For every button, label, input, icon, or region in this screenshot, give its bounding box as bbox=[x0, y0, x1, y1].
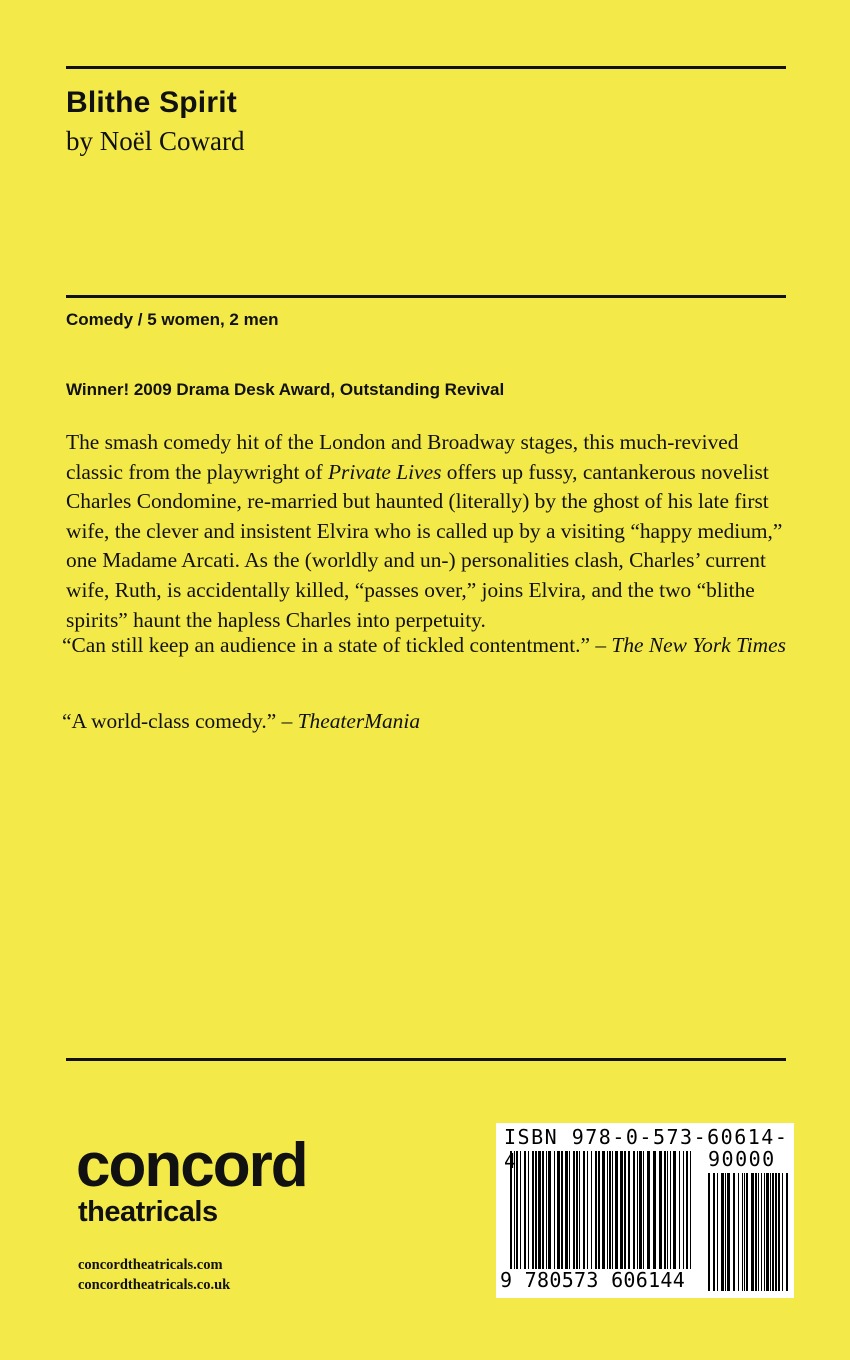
barcode-bar bbox=[778, 1173, 780, 1291]
blurb-italic-title: Private Lives bbox=[327, 459, 442, 484]
barcode-bar bbox=[721, 1173, 724, 1291]
award-line: Winner! 2009 Drama Desk Award, Outstanding Revival bbox=[66, 380, 505, 399]
barcode-bar bbox=[725, 1173, 726, 1291]
barcode-bar bbox=[775, 1173, 777, 1291]
review-quote bbox=[62, 631, 786, 661]
barcode-bar bbox=[751, 1173, 754, 1291]
barcode-bar bbox=[733, 1173, 735, 1291]
isbn-label: ISBN 978-0-573-60614-4 bbox=[504, 1125, 789, 1173]
middle-rule bbox=[66, 295, 786, 298]
barcode-bar bbox=[782, 1173, 783, 1291]
blurb-part-2: offers up fussy, cantankerous novelist Charles Condomine, re-married but haunted (literally) by the ghost of his late first wife, the clever and insistent Elvira who is called up by a visiting “happy medium,” one Madame Arcati. As the (worldly and un-) personalities clash, Charles’ current wife, Ruth, is accidentally killed, “passes over,” joins Elvira, and the two “blithe spirits” haunt the hapless Charles into perpetuity. bbox=[66, 459, 783, 632]
publisher-subname: theatricals bbox=[78, 1196, 218, 1228]
blurb-paragraph bbox=[66, 428, 786, 635]
quote-text: “Can still keep an audience in a state of tickled contentment.” – bbox=[62, 633, 612, 657]
blurb-part-1: The smash comedy hit of the London and Broadway stages, this much-revived classic from the playwright of bbox=[66, 430, 739, 484]
quote-source: TheaterMania bbox=[297, 709, 421, 733]
price-addon-code: 90000 bbox=[708, 1147, 776, 1171]
barcode-bar bbox=[746, 1173, 748, 1291]
ean-digits: 9 780573 606144 bbox=[500, 1268, 686, 1292]
quote-source: The New York Times bbox=[611, 633, 786, 657]
barcode-bar bbox=[786, 1173, 788, 1291]
book-title: Blithe Spirit bbox=[66, 86, 237, 119]
barcode-bar bbox=[727, 1173, 730, 1291]
barcode-bar bbox=[713, 1173, 715, 1291]
top-rule bbox=[66, 66, 786, 69]
barcode-bar bbox=[755, 1173, 757, 1291]
isbn-barcode bbox=[496, 1123, 794, 1298]
barcode-bar bbox=[772, 1173, 774, 1291]
barcode-bar bbox=[742, 1173, 743, 1291]
barcode-bar bbox=[758, 1173, 759, 1291]
book-author: by Noël Coward bbox=[66, 126, 245, 156]
publisher-url-uk: concordtheatricals.co.uk bbox=[78, 1277, 231, 1293]
genre-cast: Comedy / 5 women, 2 men bbox=[66, 310, 279, 329]
barcode-bar bbox=[708, 1173, 710, 1291]
publisher-url-us: concordtheatricals.com bbox=[78, 1257, 223, 1273]
barcode-bar bbox=[764, 1173, 765, 1291]
barcode-bar bbox=[738, 1173, 739, 1291]
publisher-name: concord bbox=[76, 1131, 307, 1200]
barcode-bar bbox=[717, 1173, 718, 1291]
barcode-bar bbox=[766, 1173, 769, 1291]
bottom-rule bbox=[66, 1058, 786, 1061]
barcode-bar bbox=[744, 1173, 745, 1291]
barcode-bar bbox=[761, 1173, 762, 1291]
barcode-bar bbox=[770, 1173, 771, 1291]
review-quote bbox=[62, 707, 786, 737]
quote-text: “A world-class comedy.” – bbox=[62, 709, 298, 733]
